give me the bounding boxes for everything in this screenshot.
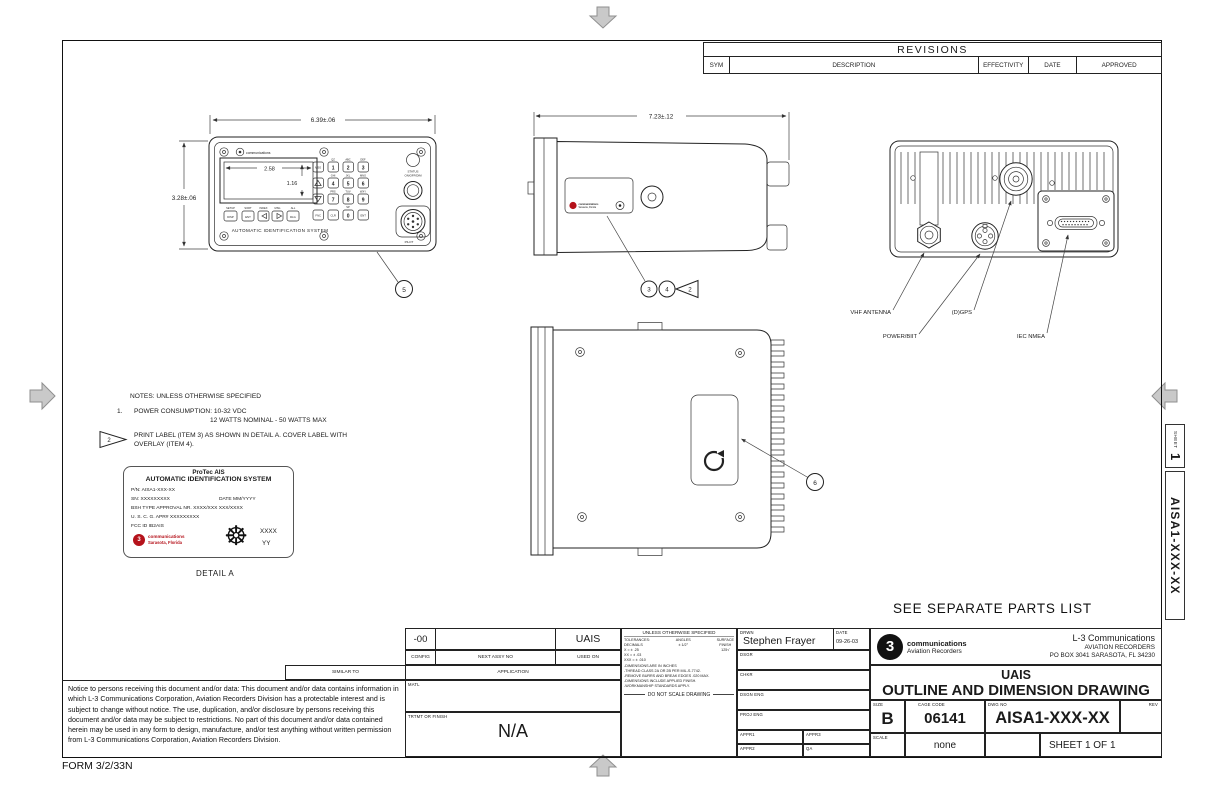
svg-text:WXY: WXY [360, 190, 366, 194]
dwg-no-value: AISA1-XXX-XX [995, 709, 1110, 727]
detail-a-sn: SN: XXXXXXXXX [131, 497, 170, 502]
balloon-5: 5 [402, 286, 406, 294]
svg-text:INDEX: INDEX [259, 207, 268, 210]
tol-surface: SURFACE FINISH 125√ [716, 638, 734, 652]
company-po-box: PO BOX 3041 SARASOTA, FL 34230 [1049, 652, 1155, 660]
notice-text: Notice to persons receiving this document and/or data: This document and/or data contains information in which L-3 Communications Corporation, Aviation Recorders Division has a protectable interest and is subject to change without notice. The use, duplication, and/or disclosure by persons receiving this document and/or data may be subject to restrictions. No part of this document and/or data contained herein may be used in any form to design, manufacture, and/or test anything without written permission from L-3 Communications Corporation, Aviation Recorders Division. [62, 680, 406, 758]
drawing-title-cell [870, 665, 1162, 700]
detail-a-logo-icon: 3 [133, 534, 145, 546]
title-block [285, 628, 1162, 757]
front-width-dim: 6.39±.06 [310, 117, 336, 124]
note2-line1: PRINT LABEL (ITEM 3) AS SHOWN IN DETAIL A. COVER LABEL WITH [134, 432, 347, 439]
scale-blank-cell [985, 733, 1040, 757]
svg-text:MNO: MNO [359, 174, 367, 178]
revisions-col-date: DATE [1028, 57, 1077, 74]
margin-arrow-top [590, 7, 616, 28]
used-on-value: UAIS [555, 628, 621, 650]
no-scale-row [624, 692, 734, 698]
rev-cell: REV [1120, 700, 1162, 733]
company-address [1050, 633, 1155, 660]
detail-a-title1: ProTec AIS [192, 469, 225, 476]
status-sub-label: ON/OFF/DIM [404, 173, 422, 178]
svg-text:TUV: TUV [345, 190, 351, 194]
appr2-cell: APPR2 [737, 744, 803, 757]
scale-label-cell: SCALE [870, 733, 905, 757]
status-label: STATUS [407, 169, 419, 174]
front-height-dim: 3.28±.06 [171, 195, 197, 202]
revisions-col-approved: APPROVED [1076, 57, 1161, 74]
appr1-cell: APPR1 [737, 730, 803, 744]
svg-text:FNC: FNC [315, 214, 321, 218]
dsgn-eng-cell: DSGN ENG [737, 690, 870, 710]
drawing-title-line1: UAIS [1001, 668, 1031, 682]
detail-a-cert-x: XXXX [260, 528, 277, 535]
detail-a-pn: P/N: AISA1-XXX-XX [131, 488, 176, 493]
company-cell [870, 628, 1162, 665]
svg-text:PRS: PRS [330, 190, 336, 194]
dgps-label: (D)GPS [951, 310, 972, 316]
svg-text:ALL: ALL [290, 207, 296, 210]
chkr-cell: CHKR [737, 670, 870, 690]
sheet-edge-tab [1165, 424, 1185, 468]
detail-a-label [123, 466, 294, 558]
company-division: AVIATION RECORDERS [1084, 644, 1155, 652]
l3-logo-text: communications Aviation Recorders [907, 638, 967, 655]
panel-caption: AUTOMATIC IDENTIFICATION SYSTEM [231, 228, 329, 233]
sheet-tab-number: 1 [1168, 453, 1183, 461]
margin-arrow-left [30, 383, 55, 409]
drwn-value: Stephen Frayer [743, 635, 816, 647]
revisions-col-effectivity: EFFECTIVITY [978, 57, 1028, 74]
balloon-4: 4 [665, 286, 669, 294]
detail-a-uscg: U. S. C. G. APR# XXXXXXXXX [131, 515, 200, 520]
used-on-label: USED ON [555, 650, 621, 665]
trtmt-cell [405, 712, 621, 757]
notes-header: NOTES: UNLESS OTHERWISE SPECIFIED [130, 393, 262, 400]
sheet-tab-label: SHEET [1173, 431, 1178, 449]
size-value: B [881, 709, 894, 728]
svg-text:JKL: JKL [345, 174, 351, 178]
svg-text:QZ: QZ [331, 158, 335, 162]
dwg-tab-number: AISA1-XXX-XX [1168, 496, 1182, 595]
svg-text:2: 2 [346, 165, 350, 172]
note2-line2: OVERLAY (ITEM 4). [134, 441, 194, 448]
svg-text:9: 9 [361, 197, 365, 204]
config-value: -00 [405, 628, 436, 650]
tol-list: -DIMENSIONS ARE IN INCHES -THREAD CLASS 2A OR 2B PER MIL-S-7742. -REMOVE BURRS AND BREAK EDGES .020 MAX. -DIMENSIONS INCLUDE APPLIED FINISH. -WORKMANSHIP STANDARDS APPLY. [624, 664, 710, 688]
form-number: FORM 3/2/33N [62, 760, 133, 772]
svg-text:0: 0 [346, 213, 350, 220]
side-label-line2: Sarasota, Florida [578, 207, 596, 209]
revisions-title: REVISIONS [704, 43, 1161, 57]
next-assy-label: NEXT ASSY NO [435, 650, 556, 665]
size-cell: SIZE B [870, 700, 905, 733]
proj-eng-cell: PROJ ENG [737, 710, 870, 730]
balloon-2: 2 [688, 286, 692, 294]
pilot-label: PILOT [404, 240, 414, 244]
drawing-title-line2: OUTLINE AND DIMENSION DRAWING [882, 682, 1150, 699]
tol-header: UNLESS OTHERWISE SPECIFIED [624, 630, 734, 637]
power-biit-label: POWER/BIIT [882, 334, 917, 340]
detail-a-title2: AUTOMATIC IDENTIFICATION SYSTEM [145, 476, 272, 483]
detail-a-date: DATE MM/YYYY [219, 497, 256, 502]
revisions-col-description: DESCRIPTION [729, 57, 978, 74]
revisions-col-sym: SYM [709, 62, 724, 69]
detail-a-cert-y: YY [262, 540, 271, 547]
no-scale-label: DO NOT SCALE DRAWING [647, 691, 711, 698]
svg-text:SP: SP [346, 206, 350, 209]
svg-text:MSG: MSG [315, 166, 322, 170]
svg-text:6: 6 [361, 181, 365, 188]
svg-text:5: 5 [346, 181, 350, 188]
panel-brand: communications [246, 151, 271, 155]
qa-cell: QA [803, 744, 870, 757]
trtmt-label: TRTMT OR FINISH [408, 714, 448, 719]
l3-logo-icon: 3 [877, 634, 903, 660]
svg-text:SETUP: SETUP [226, 207, 235, 210]
tolerance-block [621, 628, 737, 757]
revisions-table [703, 42, 1162, 74]
side-width-dim: 7.23±.12 [648, 113, 674, 121]
svg-text:DISP: DISP [227, 214, 234, 219]
dsgr-cell: DSGR [737, 650, 870, 670]
svg-text:7: 7 [331, 197, 335, 204]
display-width-dim: 2.58 [264, 166, 275, 173]
config-label: CONFIG [405, 650, 436, 665]
balloon-6: 6 [813, 479, 817, 487]
similar-to-cell: SIMILAR TO [285, 665, 406, 680]
note1-line2: 12 WATTS NOMINAL - 50 WATTS MAX [210, 417, 327, 424]
drwn-cell: DRWN Stephen Frayer [737, 628, 834, 650]
application-cell: APPLICATION [405, 665, 621, 680]
dwg-no-cell: DWG NO AISA1-XXX-XX [985, 700, 1120, 733]
matl-cell [405, 680, 621, 712]
svg-text:MSG: MSG [274, 207, 281, 210]
svg-text:DEF: DEF [360, 158, 366, 162]
sheet-cell: SHEET 1 OF 1 [1040, 733, 1162, 757]
detail-a-caption: DETAIL A [196, 569, 235, 578]
cage-value: 06141 [924, 710, 966, 727]
date-cell: DATE 09-26-03 [833, 628, 870, 650]
svg-text:SORT: SORT [244, 207, 252, 210]
display-height-dim: 1.16 [286, 181, 298, 187]
matl-label: MATL [408, 682, 420, 687]
svg-text:4: 4 [331, 181, 335, 188]
svg-text:DLG: DLG [290, 214, 296, 219]
svg-text:ENT: ENT [245, 214, 251, 219]
svg-text:8: 8 [346, 197, 350, 204]
svg-text:ENT: ENT [360, 214, 366, 218]
note1-number: 1. [117, 408, 123, 415]
detail-a-logo-line1: communications [148, 534, 185, 539]
side-label-line1: communications [578, 202, 599, 206]
note1-line1: POWER CONSUMPTION: 10-32 VDC [134, 408, 247, 415]
tol-decimals: TOLERANCES: DECIMALS X = ± .25 XX = ± .03 XXX = ± .010 [624, 638, 650, 662]
scale-value-cell: none [905, 733, 985, 757]
svg-text:CLR: CLR [330, 214, 336, 218]
detail-a-logo-line2: Sarasota, Florida [148, 540, 182, 545]
margin-arrow-bottom [590, 755, 616, 776]
svg-text:1: 1 [331, 165, 335, 172]
detail-a-fcc: FCC ID IB2AIS [131, 524, 164, 529]
svg-text:ABC: ABC [345, 158, 351, 162]
next-assy-value [435, 628, 556, 650]
balloon-3: 3 [647, 286, 651, 294]
svg-text:GHI: GHI [330, 174, 336, 178]
svg-text:3: 3 [361, 165, 365, 172]
iec-nmea-label: IEC NMEA [1016, 334, 1045, 340]
dwg-edge-tab [1165, 471, 1185, 620]
wheelmark-icon: ☸ [224, 521, 249, 551]
detail-a-bsh: BSH TYPE APPROVAL NR. XXXX/XXX XXX/XXXX [131, 506, 243, 511]
company-name: L-3 Communications [1072, 633, 1155, 644]
appr3-cell: APPR3 [803, 730, 870, 744]
parts-list-note: SEE SEPARATE PARTS LIST [893, 601, 1092, 616]
vhf-antenna-label: VHF ANTENNA [850, 310, 891, 316]
date-value: 09-26-03 [836, 639, 859, 645]
trtmt-value: N/A [497, 721, 528, 741]
note2-flag-number: 2 [107, 438, 111, 444]
tol-angles: ANGLES ± 1/2° [675, 638, 691, 647]
cage-cell: CAGE CODE 06141 [905, 700, 985, 733]
